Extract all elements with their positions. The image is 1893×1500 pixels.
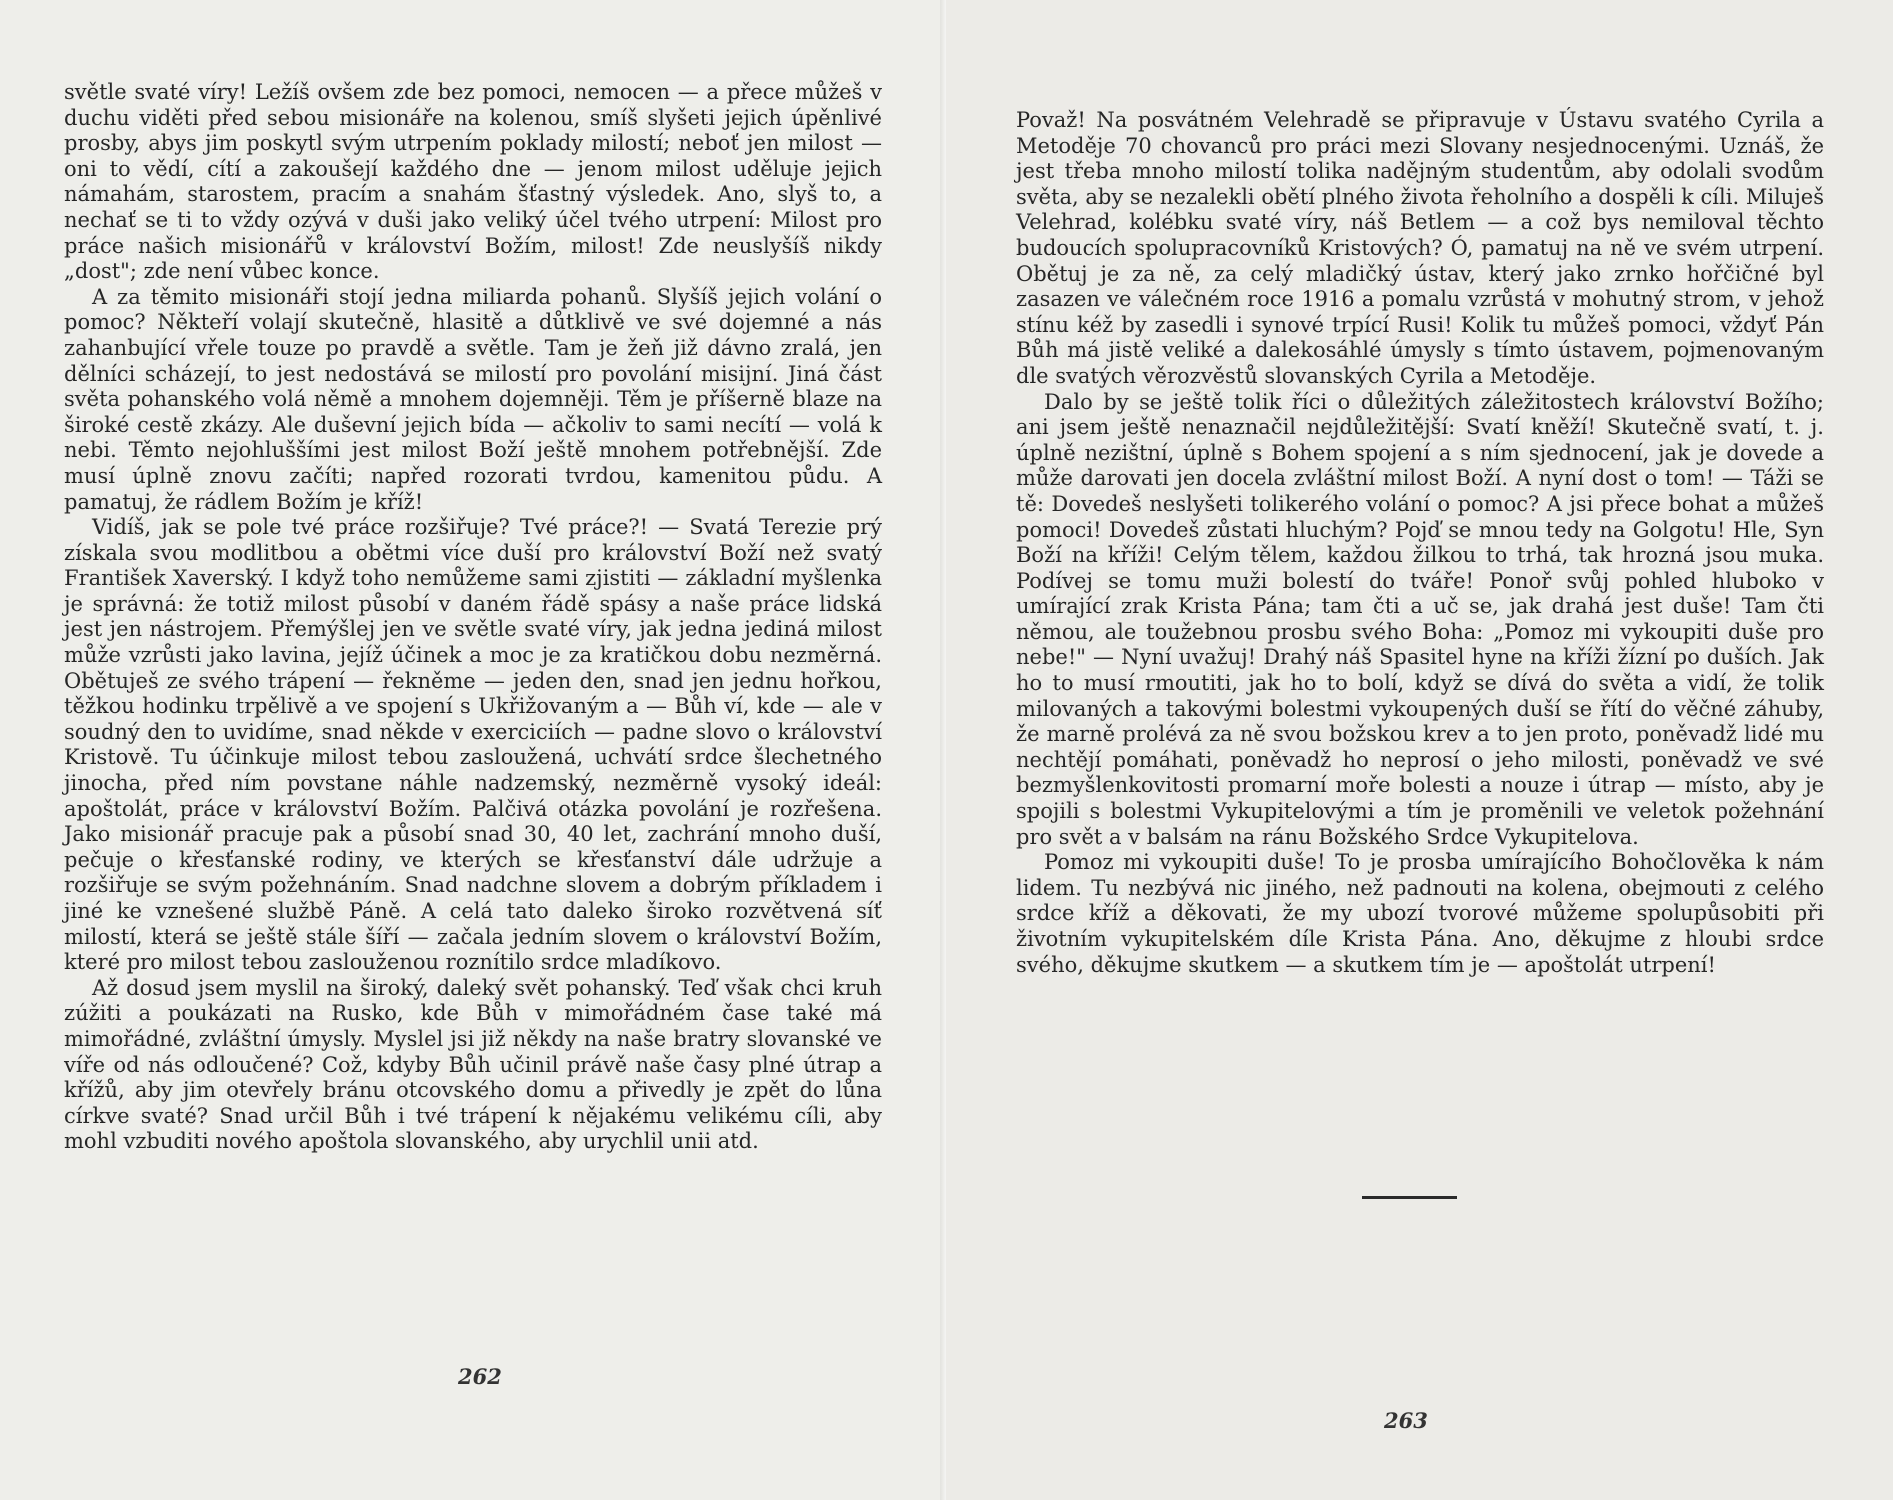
paragraph: Považ! Na posvátném Velehradě se připravuje v Ústavu svatého Cyrila a Metoděje 70 chovanců pro práci mezi Slovany nesjednocenými. Uznáš, že jest třeba mnoho milostí tolika nadějným studentům, aby odolali svodům světa, aby se nezalekli obětí plného života řeholního a dospěli k cíli. Miluješ Velehrad, kolébku svaté víry, náš Betlem — a což bys nemiloval těchto budoucích spolupracovníků Kristových? Ó, pamatuj na ně ve svém utrpení. Obětuj je za ně, za celý mladičký ústav, který jako zrnko hořčičné byl zasazen ve válečném roce 1916 a pomalu vzrůstá v mohutný strom, v jehož stínu kéž by zasedli i synové trpící Rusi! Kolik tu můžeš pomoci, vždyť Pán Bůh má jistě veliké a dalekosáhlé úmysly s tímto ústavem, pojmenovaným dle svatých věrozvěstů slovanských Cyrila a Metoděje. [1016,108,1824,388]
right-page [946,0,1893,1500]
paragraph: světle svaté víry! Ležíš ovšem zde bez pomoci, nemocen — a přece můžeš v duchu viděti před sebou misionáře na kolenou, smíš slyšeti jejich úpěnlivé prosby, abys jim poskytl svým utrpením poklady milostí; neboť jen milost — oni to vědí, cítí a zakoušejí každého dne — jenom milost uděluje jejich námahám, starostem, pracím a snahám šťastný výsledek. Ano, slyš to, a nechať se ti to vždy ozývá v duši jako veliký účel tvého utrpení: Milost pro práce našich misionářů v království Božím, milost! Zde neuslyšíš nikdy „dost"; zde není vůbec konce. [64,80,882,284]
paragraph: Vidíš, jak se pole tvé práce rozšiřuje? Tvé práce?! — Svatá Terezie prý získala svou modlitbou a obětmi více duší pro království Boží než svatý František Xaverský. I když toho nemůžeme sami zjistiti — základní myšlenka je správná: že totiž milost působí v daném řádě spásy a naše práce lidská jest jen nástrojem. Přemýšlej jen ve světle svaté víry, jak jedna jediná milost může vzrůsti jako lavina, jejíž účinek a moc je za kratičkou dobu nezměrná. Obětuješ ze svého trápení — řekněme — jeden den, snad jen jednu hořkou, těžkou hodinku trpělivě a ve spojení s Ukřižovaným a — Bůh ví, kde — ale v soudný den to uvidíme, snad někde v exerciciích — padne slovo o království Kristově. Tu účinkuje milost tebou zasloužená, uchvátí srdce šlechetného jinocha, před ním povstane náhle nadzemský, nezměrně vysoký ideál: apoštolát, práce v království Božím. Palčivá otázka povolání je rozřešena. Jako misionář pracuje pak a působí snad 30, 40 let, zachrání mnoho duší, pečuje o křesťanské rodiny, ve kterých se křesťanství dále udržuje a rozšiřuje se svým požehnáním. Snad nadchne slovem a dobrým příkladem i jiné ke vznešené službě Páně. A celá tato daleko široko rozvětvená síť milostí, která se ještě stále šíří — začala jedním slovem o království Božím, které pro milost tebou zaslouženou roznítilo srdce mladíkovo. [64,515,882,975]
paragraph: A za těmito misionáři stojí jedna miliarda pohanů. Slyšíš jejich volání o pomoc? Někteří volají skutečně, hlasitě a důtklivě ve své dojemné a nás zahanbující vřele touze po pravdě a světle. Tam je žeň již dávno zralá, jen dělníci scházejí, to jest nedostává se milostí pro povolání misijní. Jiná část světa pohanského volá němě a mnohem dojemněji. Těm je příšerně blaze na široké cestě zkázy. Ale duševní jejich bída — ačkoliv to sami necítí — volá k nebi. Těmto nejohluššími jest milost Boží ještě mnohem potřebnější. Zde musí úplně znovu začíti; napřed rozorati tvrdou, kamenitou půdu. A pamatuj, že rádlem Božím je kříž! [64,284,882,514]
left-page-text [64,80,882,1155]
left-page [0,0,946,1500]
page-number: 262 [458,1364,502,1389]
right-page-text [1016,108,1824,978]
end-rule-divider [1362,1196,1457,1199]
page-number: 263 [1384,1408,1428,1433]
paragraph: Až dosud jsem myslil na široký, daleký svět pohanský. Teď však chci kruh zúžiti a poukázati na Rusko, kde Bůh v mimořádném čase také má mimořádné, zvláštní úmysly. Myslel jsi již někdy na naše bratry slovanské ve víře od nás odloučené? Což, kdyby Bůh učinil právě naše časy plné útrap a křížů, aby jim otevřely bránu otcovského domu a přivedly je zpět do lůna církve svaté? Snad určil Bůh i tvé trápení k nějakému velikému cíli, aby mohl vzbuditi nového apoštola slovanského, aby urychlil unii atd. [64,975,882,1154]
paragraph: Dalo by se ještě tolik říci o důležitých záležitostech království Božího; ani jsem ještě nenaznačil nejdůležitější: Svatí kněží! Skutečně svatí, t. j. úplně nezištní, úplně s Bohem spojení a s ním sjednocení, jak je dovede a může darovati jen docela zvláštní milost Boží. A nyní dost o tom! — Táži se tě: Dovedeš neslyšeti tolikerého volání o pomoc? A jsi přece bohat a můžeš pomoci! Dovedeš zůstati hluchým? Pojď se mnou tedy na Golgotu! Hle, Syn Boží na kříži! Celým tělem, každou žilkou to trhá, tak hrozná jsou muka. Podívej se tomu muži bolestí do tváře! Ponoř svůj pohled hluboko v umírající zrak Krista Pána; tam čti a uč se, jak drahá jest duše! Tam čti němou, ale toužebnou prosbu svého Boha: „Pomoz mi vykoupiti duše pro nebe!" — Nyní uvažuj! Drahý náš Spasitel hyne na kříži žízní po duších. Jak ho to musí rmoutiti, jak ho to bolí, když se dívá do světa a vidí, že tolik milovaných a takovými bolestmi vykoupených duší se řítí do věčné záhuby, že marně prolévá za ně svou božskou krev a to jen proto, poněvadž lidé mu nechtějí pomáhati, poněvadž ho neprosí o jeho milosti, poněvadž ve své bezmyšlenkovitosti promarní moře bolesti a nouze i útrap — místo, aby je spojili s bolestmi Vykupitelovými a tím je proměnili ve veletok požehnání pro svět a v balsám na ránu Božského Srdce Vykupitelova. [1016,389,1824,849]
paragraph: Pomoz mi vykoupiti duše! To je prosba umírajícího Bohočlověka k nám lidem. Tu nezbývá nic jiného, než padnouti na kolena, obejmouti z celého srdce kříž a děkovati, že my ubozí tvorové můžeme spolupůsobiti při životním vykupitelském díle Krista Pána. Ano, děkujme z hloubi srdce svého, děkujme skutkem — a skutkem tím je — apoštolát utrpení! [1016,850,1824,977]
